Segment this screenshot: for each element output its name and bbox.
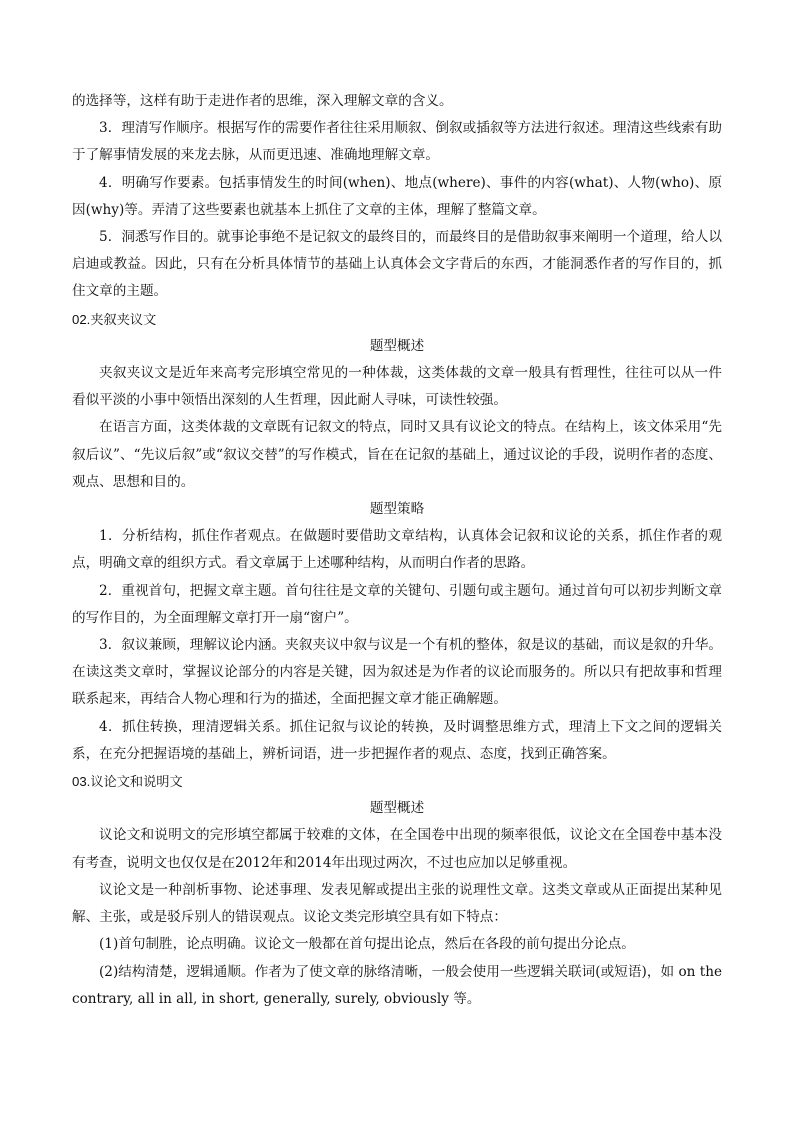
strategy-item: 2．重视首句，把握文章主题。首句往往是文章的关键句、引题句或主题句。通过首句可以初步判断文章的写作目的，为全面理解文章打开一扇“窗户”。	[72, 582, 722, 626]
section-heading-03: 03.议论文和说明文	[72, 774, 183, 790]
strategy-item: 3．叙议兼顾，理解议论内涵。夹叙夹议中叙与议是一个有机的整体，叙是议的基础，而议是叙的升华。在读这类文章时，掌握议论部分的内容是关键，因为叙述是为作者的议论而服务的。所以只有把故事和哲理联系起来，再结合人物心理和行为的描述，全面把握文章才能正确解题。	[72, 637, 722, 708]
section3-paragraph: 议论文是一种剖析事物、论述事理、发表见解或提出主张的说理性文章。这类文章或从正面提出某种见解、主张，或是驳斥别人的错误观点。议论文类完形填空具有如下特点：	[72, 881, 722, 926]
overview-paragraph: 在语言方面，这类体裁的文章既有记叙文的特点，同时又具有议论文的特点。在结构上，该文体采用“先叙后议”、“先议后叙”或“叙议交替”的写作模式，旨在在记叙的基础上，通过议论的手段，说明作者的态度、观点、思想和目的。	[72, 419, 722, 490]
overview-title: 题型概述	[369, 337, 425, 354]
overview-paragraph: 夹叙夹议文是近年来高考完形填空常见的一种体裁，这类体裁的文章一般具有哲理性，往往可以从一件看似平淡的小事中领悟出深刻的人生哲理，因此耐人寻味，可读性较强。	[72, 365, 722, 409]
strategy-item: 1．分析结构，抓住作者观点。在做题时要借助文章结构，认真体会记叙和议论的关系，抓住作者的观点，明确文章的组织方式。看文章属于上述哪种结构，从而明白作者的思路。	[72, 528, 722, 572]
narrative-point-3: 3．理清写作顺序。根据写作的需要作者往往采用顺叙、倒叙或插叙等方法进行叙述。理清这些线索有助于了解事情发展的来龙去脉，从而更迅速、准确地理解文章。	[72, 120, 722, 164]
overview-title: 题型概述	[369, 800, 425, 817]
section3-paragraph: (2)结构清楚，逻辑通顺。作者为了使文章的脉络清晰，一般会使用一些逻辑关联词(或短语)，如 on the contrary, all in all, in short, generally, surely, obviously 等。	[72, 963, 722, 1007]
section3-paragraph: (1)首句制胜，论点明确。议论文一般都在首句提出论点，然后在各段的前句提出分论点。	[99, 936, 635, 953]
section3-paragraph: 议论文和说明文的完形填空都属于较难的文体，在全国卷中出现的频率很低，议论文在全国卷中基本没有考查，说明文也仅仅是在2012年和2014年出现过两次，不过也应加以足够重视。	[72, 827, 722, 871]
narrative-point-5: 5．洞悉写作目的。就事论事绝不是记叙文的最终目的，而最终目的是借助叙事来阐明一个道理，给人以启迪或教益。因此，只有在分析具体情节的基础上认真体会文字背后的东西，才能洞悉作者的写作目的，抓住文章的主题。	[72, 229, 722, 300]
strategy-item: 4．抓住转换，理清逻辑关系。抓住记叙与议论的转换，及时调整思维方式，理清上下文之间的逻辑关系，在充分把握语境的基础上，辨析词语，进一步把握作者的观点、态度，找到正确答案。	[72, 718, 722, 762]
narrative-point-4: 4．明确写作要素。包括事情发生的时间(when)、地点(where)、事件的内容(what)、人物(who)、原因(why)等。弄清了这些要素也就基本上抓住了文章的主体，理解了整篇文章。	[72, 174, 722, 218]
strategy-title: 题型策略	[369, 501, 425, 518]
continued-paragraph: 的选择等，这样有助于走进作者的思维，深入理解文章的含义。	[72, 93, 453, 109]
document-page	[72, 88, 722, 1013]
section-heading-02: 02.夹叙夹议文	[72, 311, 157, 327]
